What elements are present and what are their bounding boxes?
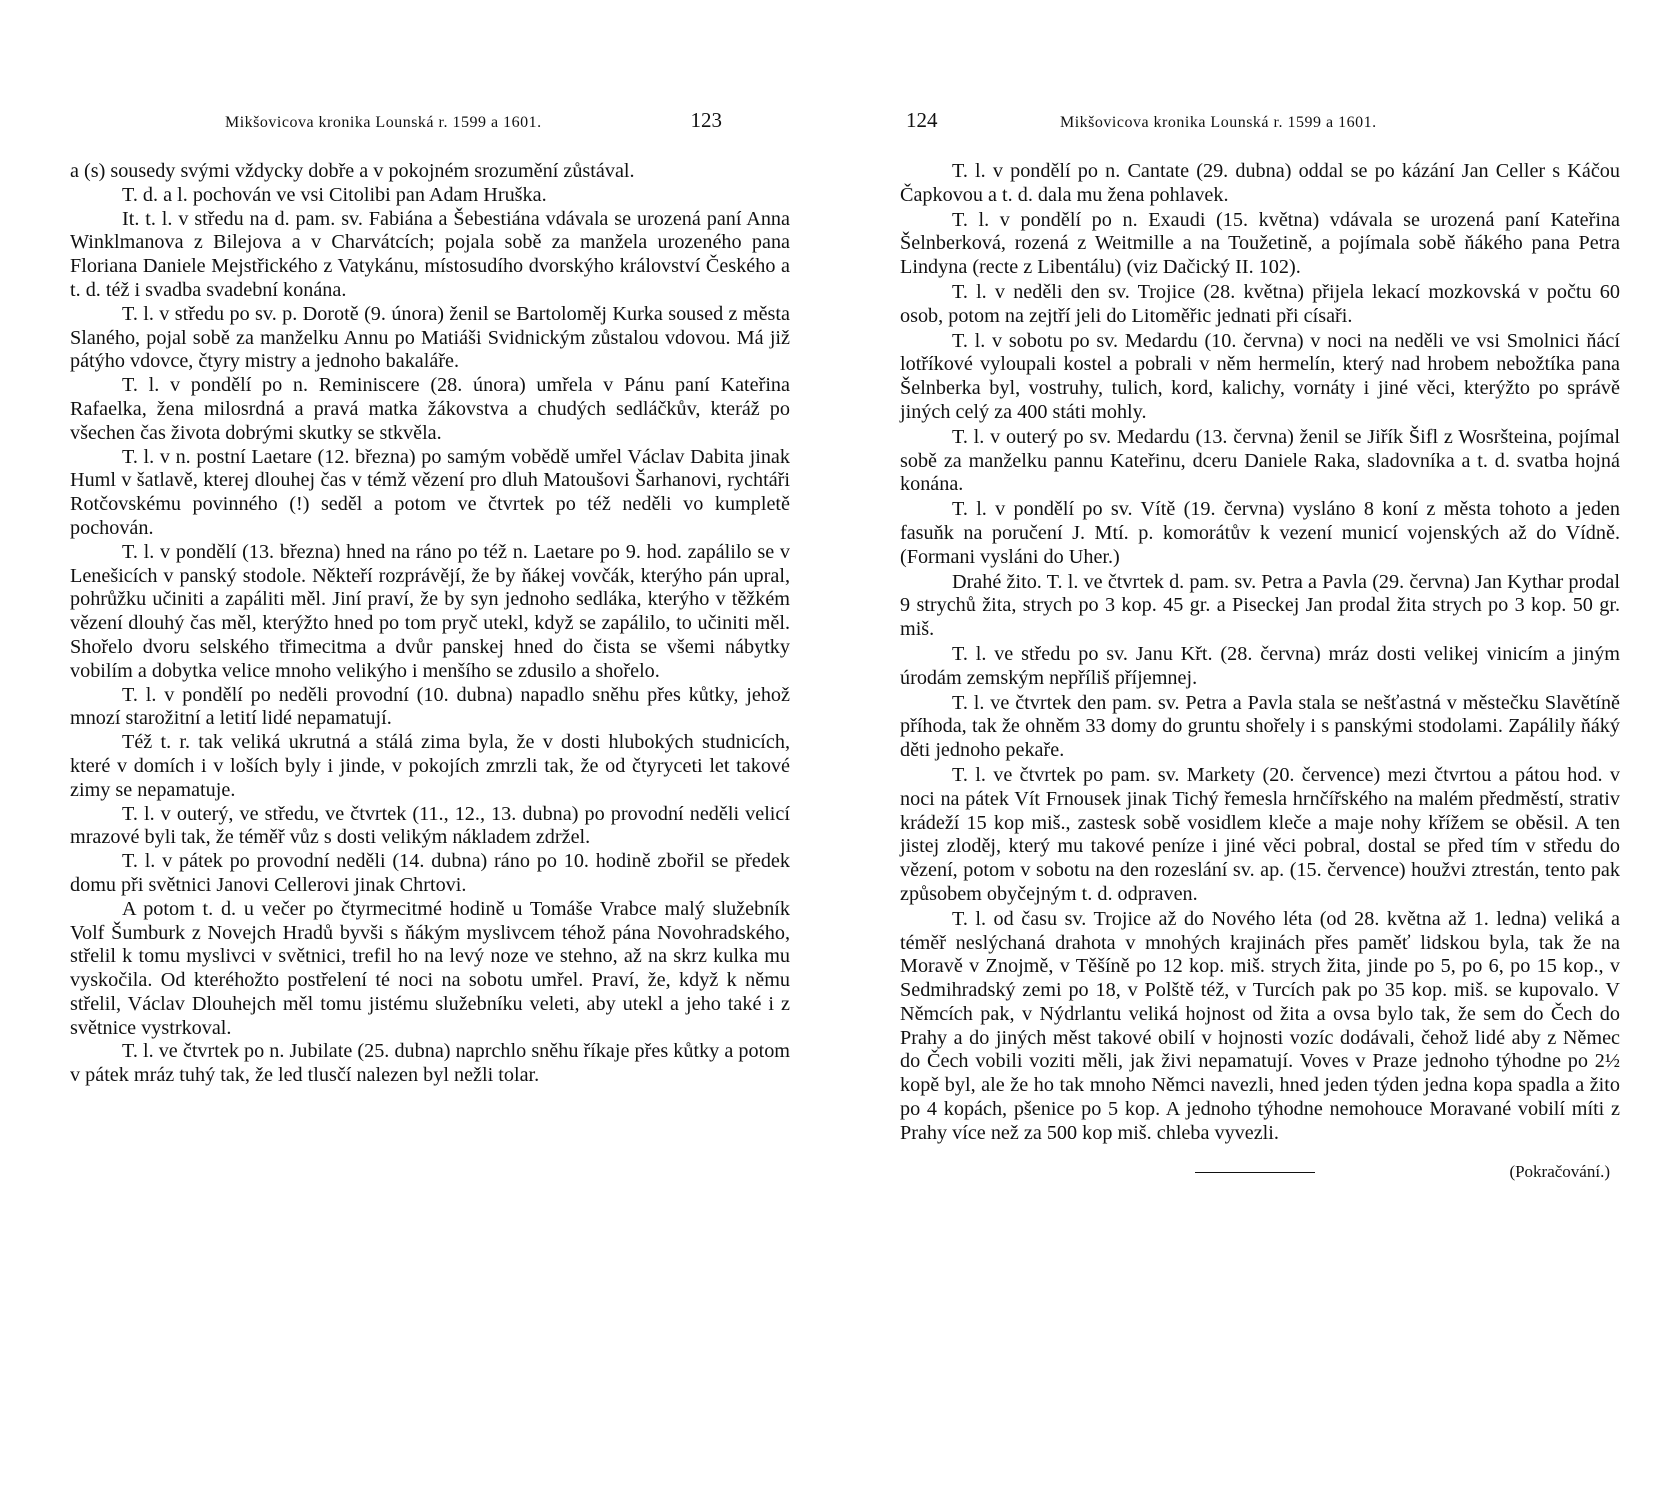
left-page-number: 123	[690, 108, 722, 132]
footer-rule	[1195, 1172, 1315, 1173]
right-body-text	[900, 160, 1620, 1190]
paragraph: T. l. v neděli den sv. Trojice (28. května) přijela lekací mozkovská v počtu 60 osob, potom na zejtří jeli do Litoměřic jednati při císaři.	[900, 280, 1620, 327]
paragraph: T. d. a l. pochován ve vsi Citolibi pan Adam Hruška.	[122, 183, 547, 206]
paragraph: A potom t. d. u večer po čtyrmecitmé hodině u Tomáše Vrabce malý služebník Volf Šumburk z Novejch Hradů byvši s ňákým myslivcem téhož pána Novohradského, střelil k tomu myslivci v světnici, trefil ho na levý noze ve stehno, až na skrz kulka mu vyskočila. Od kteréhožto postřelení té noci na sobotu umřel. Praví, že, když k němu střelil, Václav Dlouhejch měl tomu jistému služebníku veleti, aby utekl a jeho také i z světnice vystrkoval.	[70, 897, 790, 1039]
paragraph: T. l. v středu po sv. p. Dorotě (9. února) ženil se Bartoloměj Kurka soused z města Slaného, pojal sobě za manželku Annu po Matiáši Svidnickým zůstalou vdovou. Má již pátýho vdovce, čtyry mistry a jednoho bakaláře.	[70, 302, 790, 373]
paragraph: a (s) sousedy svými vždycky dobře a v pokojném srozumění zůstával.	[70, 160, 635, 182]
right-page-number: 124	[906, 108, 938, 132]
paragraph: T. l. v pondělí po sv. Vítě (19. června) vysláno 8 koní z města tohoto a jeden fasuňk na poručení J. Mtí. p. komorátův k vezení municí vojenských až do Vídně. (Formani vysláni do Uher.)	[900, 498, 1620, 568]
continuation-note: (Pokračování.)	[1509, 1161, 1610, 1181]
paragraph: T. l. v pondělí (13. března) hned na ráno po též n. Laetare po 9. hod. zapálilo se v Lenešicích v panský stodole. Někteří rozprávějí, že by ňákej vovčák, kterýho pán upral, pohrůžku učiniti a zapáliti měl. Jiní praví, že by syn jednoho sedláka, kterýho v těžkém vězení dlouhý čas měl, kterýžto hned po tom pryč utekl, když se zapálilo, to učiniti měl. Shořelo dvoru selského třimecitma a dvůr panskej hned do čista se všemi nábytky vobilím a dobytka velice mnoho velikýho i menšího se zdusilo a shořelo.	[70, 540, 790, 682]
paragraph: T. l. ve čtvrtek po n. Jubilate (25. dubna) naprchlo sněhu říkaje přes kůtky a potom v pátek mráz tuhý tak, že led tlusčí nalezen byl nežli tolar.	[70, 1040, 790, 1087]
paragraph: T. l. ve čtvrtek po pam. sv. Markety (20. července) mezi čtvrtou a pátou hod. v noci na pátek Vít Frnousek jinak Tichý řemesla hrnčířského na malém předměstí, strativ krádeží 15 kop miš., zastesk sobě vosidlem kleče a maje nohy křížem se oběsil. A ten jistej zloděj, který mu takové peníze i jiné věci pobral, dostal se před tím v středu do vězení, potom v sobotu na den rozeslání sv. ap. (15. července) houžvi ztrestán, tento pak způsobem obyčejným t. d. odpraven.	[900, 763, 1620, 905]
paragraph: T. l. v outerý po sv. Medardu (13. června) ženil se Jiřík Šifl z Wosršteina, pojímal sobě za manželku pannu Kateřinu, dceru Daniele Raka, sladovníka a t. d. svatba hojná konána.	[900, 425, 1620, 496]
paragraph: T. l. v pondělí po n. Reminiscere (28. února) umřela v Pánu paní Kateřina Rafaelka, žena milosrdná a pravá matka žákovstva a chudých sedláčkův, kteráž po všechen čas života dobrými skutky se stkvěla.	[70, 374, 790, 444]
left-running-title: Mikšovicova kronika Lounská r. 1599 a 1601.	[225, 114, 542, 131]
paragraph: T. l. ve čtvrtek den pam. sv. Petra a Pavla stala se nešťastná v městečku Slavětíně příhoda, tak že ohněm 33 domy do gruntu shořely i s panskými stodolami. Zapálily ňáký děti jednoho pekaře.	[900, 691, 1620, 762]
paragraph: T. l. v pondělí po n. Exaudi (15. května) vdávala se urozená paní Kateřina Šelnberková, rozená z Weitmille a na Toužetině, a pojímala sobě ňákého pana Petra Lindyna (recte z Libentálu) (viz Dačický II. 102).	[900, 208, 1620, 279]
right-running-head	[900, 108, 1640, 138]
left-running-head	[70, 108, 810, 138]
right-running-title: Mikšovicova kronika Lounská r. 1599 a 1601.	[1060, 114, 1377, 131]
paragraph: Drahé žito. T. l. ve čtvrtek d. pam. sv. Petra a Pavla (29. června) Jan Kythar prodal 9 strychů žita, strych po 3 kop. 45 gr. a Piseckej Jan prodal žita strych po 3 kop. 50 gr. miš.	[900, 570, 1620, 641]
paragraph: T. l. v pondělí po n. Cantate (29. dubna) oddal se po kázání Jan Celler s Káčou Čapkovou a t. d. dala mu žena pohlavek.	[900, 160, 1620, 206]
paragraph: T. l. v pondělí po neděli provodní (10. dubna) napadlo sněhu přes kůtky, jehož mnozí starožitní a letití lidé nepamatují.	[70, 683, 790, 730]
left-body-text	[70, 160, 790, 1088]
paragraph: T. l. v n. postní Laetare (12. března) po samým vobědě umřel Václav Dabita jinak Huml v šatlavě, kterej dlouhej čas v témž vězení pro dluh Matoušovi Šarhanovi, rychtáři Rotčovskému povinného (!) seděl a potom ve čtvrtek po též neděli vo kumpletě pochován.	[70, 445, 790, 539]
paragraph: It. t. l. v středu na d. pam. sv. Fabiána a Šebestiána vdávala se urozená paní Anna Winklmanova z Bilejova a v Charvátcích; pojala sobě za manžela urozeného pana Floriana Daniele Mejstřického z Vatykánu, místosudího dvorskýho království Českého a t. d. též i svadba svadební konána.	[70, 207, 790, 301]
left-page	[70, 0, 810, 1500]
paragraph: T. l. v sobotu po sv. Medardu (10. června) v noci na neděli ve vsi Smolnici ňácí lotříkové vyloupali kostel a pobrali v něm hermelín, který nad hrobem nebožtíka pana Šelnberka byl, vostruhy, tulich, kord, kalichy, vornáty i jiné věci, kterýžto po správě jiných celý za 400 státi mohly.	[900, 329, 1620, 423]
paragraph: Též t. r. tak veliká ukrutná a stálá zima byla, že v dosti hlubokých studnicích, které v domích i v loších byly i jinde, v pokojích zmrzli tak, že od čtyryceti let takové zimy se nepamatuje.	[70, 731, 790, 801]
paragraph: T. l. v outerý, ve středu, ve čtvrtek (11., 12., 13. dubna) po provodní neděli velicí mrazové byli tak, že téměř vůz s dosti velikým nákladem zdržel.	[70, 802, 790, 849]
right-footer	[900, 1160, 1620, 1190]
right-page	[900, 0, 1640, 1500]
paragraph: T. l. od času sv. Trojice až do Nového léta (od 28. května až 1. ledna) veliká a téměř neslýchaná drahota v mnohých krajinách přes paměť lidskou byla, tak že na Moravě v Znojmě, v Těšíně po 12 kop. miš. strych žita, jinde po 5, po 6, po 15 kop., v Sedmihradský zemi po 18, v Polště též, v Turcích pak po 35 kop. miš. se kupovalo. V Němcích pak, v Nýdrlantu veliká hojnost od žita a ovsa bylo tak, že sem do Čech do Prahy a do jiných měst takové obilí v hojnosti vozíc dodávali, čehož lidé aby z Němec do Čech vobili voziti měli, jak živi nepamatují. Voves v Praze jednoho týhodne po 2½ kopě byl, ale že ho tak mnoho Němci navezli, hned jeden týden jedna kopa spadla a žito po 4 kopách, pšenice po 5 kop. A jednoho týhodne nemohouce Moravané vobilí míti z Prahy více než za 500 kop miš. chleba vyvezli.	[900, 907, 1620, 1144]
paragraph: T. l. ve středu po sv. Janu Křt. (28. června) mráz dosti velikej vinicím a jiným úrodám zemským nepříliš příjemnej.	[900, 642, 1620, 689]
paragraph: T. l. v pátek po provodní neděli (14. dubna) ráno po 10. hodině zbořil se předek domu při světnici Janovi Cellerovi jinak Chrtovi.	[70, 850, 790, 896]
